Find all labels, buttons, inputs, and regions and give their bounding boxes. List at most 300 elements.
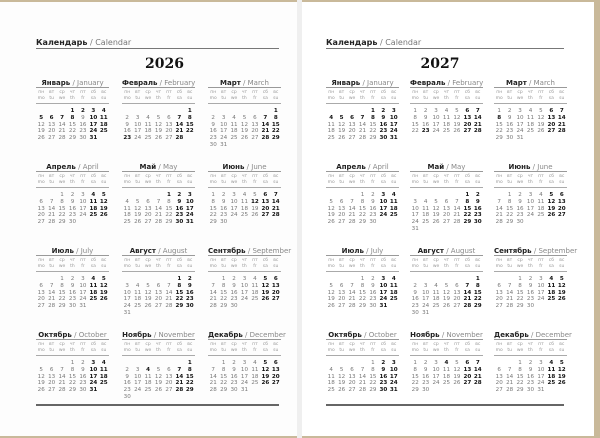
days-grid xyxy=(36,276,109,310)
day-cell: 22 xyxy=(506,212,514,219)
day-cell: 23 xyxy=(79,128,87,135)
day-cell: 20 xyxy=(453,296,461,303)
day-cell: 11 xyxy=(240,198,249,205)
weekday-row: пн вт ср чт пт сб вс xyxy=(210,90,279,95)
day-cell: 27 xyxy=(495,387,503,394)
day-cell: 20 xyxy=(442,212,451,219)
day-cell: 5 xyxy=(434,198,438,205)
day-cell: 7 xyxy=(497,198,501,205)
day-cell: 17 xyxy=(230,205,238,212)
day-cell: 23 xyxy=(209,135,217,142)
day-cell: 28 xyxy=(165,303,173,310)
day-cell: 26 xyxy=(144,303,152,310)
day-cell: 3 xyxy=(242,360,247,366)
day-cell: 5 xyxy=(101,276,106,282)
day-cell: 18 xyxy=(537,205,545,212)
day-cell: 12 xyxy=(338,373,346,380)
day-cell: 21 xyxy=(165,296,173,303)
day-cell: 7 xyxy=(167,282,171,289)
month-block xyxy=(410,330,483,414)
day-cell: 21 xyxy=(261,128,270,135)
day-cell: 14 xyxy=(557,114,566,121)
day-cell: 19 xyxy=(327,296,335,303)
day-cell: 12 xyxy=(144,289,152,296)
day-cell: 23 xyxy=(379,128,388,135)
day-cell: 10 xyxy=(379,282,388,289)
day-cell: 11 xyxy=(251,282,259,289)
day-cell: 17 xyxy=(379,289,388,296)
month-block xyxy=(36,78,109,162)
day-cell: 23 xyxy=(220,212,228,219)
day-cell: 22 xyxy=(495,128,503,135)
day-cell: 30 xyxy=(79,387,87,394)
day-cell: 12 xyxy=(453,366,461,373)
day-cell: 8 xyxy=(221,366,226,373)
weekday-row: mo tu we th fr sa su xyxy=(411,96,481,101)
day-cell: 30 xyxy=(230,387,238,394)
day-cell: 1 xyxy=(518,360,522,366)
day-cell: 13 xyxy=(338,289,346,296)
day-cell: 10 xyxy=(526,198,535,205)
day-cell: 14 xyxy=(495,205,503,212)
day-cell: 1 xyxy=(60,276,64,282)
day-cell: 22 xyxy=(463,212,472,219)
month-block xyxy=(122,162,195,246)
day-cell: 13 xyxy=(37,289,45,296)
day-cell: 10 xyxy=(422,289,430,296)
day-cell: 11 xyxy=(389,198,398,205)
day-cell: 25 xyxy=(389,212,398,219)
day-cell: 6 xyxy=(39,282,43,289)
day-cell: 12 xyxy=(442,289,451,296)
weekday-rule xyxy=(410,271,483,272)
day-cell: 25 xyxy=(422,219,430,226)
day-cell: 3 xyxy=(391,360,396,366)
day-cell: 11 xyxy=(442,366,451,373)
day-cell: 5 xyxy=(39,366,43,373)
day-cell: 30 xyxy=(379,135,388,142)
day-cell: 18 xyxy=(251,289,259,296)
day-cell: 11 xyxy=(99,366,108,373)
day-cell: 21 xyxy=(506,296,514,303)
weekday-rule xyxy=(122,271,195,272)
day-cell: 28 xyxy=(209,387,217,394)
month-title: Май / May xyxy=(122,162,195,172)
day-cell: 15 xyxy=(358,205,367,212)
day-cell: 9 xyxy=(81,114,85,121)
day-cell: 13 xyxy=(261,198,270,205)
day-cell: 3 xyxy=(528,192,533,198)
day-cell: 21 xyxy=(473,373,482,380)
day-cell: 17 xyxy=(432,121,440,128)
day-cell: 18 xyxy=(99,373,108,380)
day-cell: 10 xyxy=(185,198,194,205)
section-title: Календарь / Calendar xyxy=(36,38,132,47)
day-cell: 13 xyxy=(37,205,45,212)
day-cell: 4 xyxy=(242,192,247,198)
day-cell: 17 xyxy=(537,289,545,296)
day-cell: 19 xyxy=(37,128,45,135)
day-cell: 3 xyxy=(413,198,417,205)
weekday-rule xyxy=(208,355,281,356)
day-cell: 17 xyxy=(240,373,249,380)
month-block xyxy=(494,330,572,414)
day-cell: 26 xyxy=(37,135,45,142)
day-cell: 21 xyxy=(154,212,163,219)
day-cell: 21 xyxy=(58,380,66,387)
day-cell: 19 xyxy=(338,380,346,387)
day-cell: 27 xyxy=(261,212,270,219)
weekday-row: mo tu we th fr sa su xyxy=(209,180,279,185)
day-cell: 8 xyxy=(60,198,64,205)
day-cell: 7 xyxy=(360,366,365,373)
day-cell: 14 xyxy=(506,289,514,296)
day-cell: 9 xyxy=(413,289,417,296)
day-cell: 17 xyxy=(79,289,87,296)
day-cell: 3 xyxy=(381,276,386,282)
day-cell: 22 xyxy=(411,128,419,135)
day-cell: 10 xyxy=(389,114,398,121)
day-cell: 22 xyxy=(369,380,377,387)
day-cell: 10 xyxy=(89,114,98,121)
day-cell: 25 xyxy=(89,212,98,219)
day-cell: 1 xyxy=(370,108,375,114)
day-cell: 11 xyxy=(89,282,98,289)
day-cell: 2 xyxy=(381,108,386,114)
day-cell: 20 xyxy=(463,373,472,380)
weekday-rule xyxy=(122,103,195,104)
day-cell: 1 xyxy=(177,276,182,282)
day-cell: 17 xyxy=(389,373,398,380)
month-title: Июнь / June xyxy=(494,162,567,172)
weekday-row: mo tu we th fr sa su xyxy=(37,264,107,269)
month-title: Январь / January xyxy=(36,78,109,88)
day-cell: 12 xyxy=(134,205,142,212)
day-cell: 19 xyxy=(144,296,152,303)
day-cell: 2 xyxy=(81,360,85,366)
day-cell: 5 xyxy=(135,198,140,205)
day-cell: 20 xyxy=(261,205,270,212)
day-cell: 30 xyxy=(79,135,87,142)
weekday-row: пн вт ср чт пт сб вс xyxy=(412,258,481,263)
day-cell: 12 xyxy=(453,114,461,121)
day-cell: 11 xyxy=(432,289,440,296)
day-cell: 23 xyxy=(79,380,87,387)
day-cell: 13 xyxy=(251,121,259,128)
day-cell: 19 xyxy=(537,121,545,128)
day-cell: 24 xyxy=(134,387,142,394)
month-block xyxy=(410,162,483,246)
day-cell: 8 xyxy=(518,282,522,289)
day-cell: 9 xyxy=(70,198,75,205)
day-cell: 7 xyxy=(60,114,65,121)
day-cell: 4 xyxy=(434,282,438,289)
day-cell: 18 xyxy=(432,296,440,303)
day-cell: 11 xyxy=(442,114,451,121)
month-title: Май / May xyxy=(410,162,483,172)
day-cell: 19 xyxy=(99,289,108,296)
day-cell: 2 xyxy=(381,360,386,366)
day-cell: 28 xyxy=(58,135,66,142)
day-cell: 13 xyxy=(557,198,566,205)
day-cell: 29 xyxy=(516,387,524,394)
day-cell: 11 xyxy=(547,282,556,289)
month-block xyxy=(494,162,567,246)
day-cell: 8 xyxy=(475,282,480,289)
day-cell: 28 xyxy=(453,219,461,226)
day-cell: 18 xyxy=(144,128,152,135)
day-cell: 27 xyxy=(144,219,152,226)
day-cell: 4 xyxy=(549,276,554,282)
weekday-row: пн вт ср чт пт сб вс xyxy=(38,90,107,95)
weekday-rule xyxy=(326,271,399,272)
day-cell: 1 xyxy=(371,360,375,366)
day-cell: 1 xyxy=(360,192,365,198)
day-cell: 22 xyxy=(175,296,184,303)
day-cell: 29 xyxy=(358,303,367,310)
month-block xyxy=(36,246,109,330)
day-cell: 29 xyxy=(68,135,77,142)
day-cell: 14 xyxy=(209,289,217,296)
month-block xyxy=(326,162,399,246)
day-cell: 26 xyxy=(442,303,451,310)
day-cell: 3 xyxy=(539,360,543,366)
day-cell: 11 xyxy=(327,373,335,380)
day-cell: 27 xyxy=(37,303,45,310)
day-cell: 25 xyxy=(144,135,152,142)
day-cell: 11 xyxy=(134,289,142,296)
day-cell: 26 xyxy=(37,387,45,394)
weekday-rule xyxy=(122,355,195,356)
day-cell: 22 xyxy=(185,380,194,387)
day-cell: 9 xyxy=(371,198,375,205)
day-cell: 6 xyxy=(465,108,470,114)
day-cell: 10 xyxy=(432,366,440,373)
day-cell: 4 xyxy=(423,198,428,205)
day-cell: 19 xyxy=(453,373,461,380)
day-cell: 8 xyxy=(221,282,226,289)
day-cell: 23 xyxy=(230,380,238,387)
day-cell: 27 xyxy=(48,135,56,142)
day-cell: 7 xyxy=(507,366,512,373)
day-cell: 27 xyxy=(348,135,356,142)
day-cell: 29 xyxy=(473,303,482,310)
day-cell: 13 xyxy=(547,114,556,121)
day-cell: 1 xyxy=(187,360,192,366)
day-cell: 27 xyxy=(463,128,472,135)
days-grid xyxy=(410,276,483,317)
day-cell: 7 xyxy=(156,198,161,205)
day-cell: 2 xyxy=(232,360,236,366)
day-cell: 26 xyxy=(338,135,346,142)
day-cell: 12 xyxy=(557,366,566,373)
day-cell: 4 xyxy=(549,360,554,366)
weekday-row: mo tu we th fr sa su xyxy=(123,180,193,185)
day-cell: 14 xyxy=(271,198,280,205)
day-cell: 11 xyxy=(389,282,398,289)
day-cell: 27 xyxy=(442,219,451,226)
day-cell: 30 xyxy=(506,135,514,142)
day-cell: 20 xyxy=(338,296,346,303)
day-cell: 14 xyxy=(58,121,66,128)
day-cell: 1 xyxy=(465,192,470,198)
day-cell: 10 xyxy=(230,198,238,205)
day-cell: 5 xyxy=(101,192,106,198)
day-cell: 29 xyxy=(495,135,503,142)
day-cell: 22 xyxy=(68,380,77,387)
day-cell: 17 xyxy=(389,121,398,128)
month-title: Октябрь / October xyxy=(36,330,109,340)
day-cell: 23 xyxy=(68,212,77,219)
day-cell: 7 xyxy=(559,108,564,114)
day-cell: 9 xyxy=(70,282,75,289)
day-cell: 9 xyxy=(423,366,428,373)
day-cell: 23 xyxy=(230,296,238,303)
day-cell: 19 xyxy=(261,289,270,296)
day-cell: 31 xyxy=(123,309,131,316)
day-cell: 2 xyxy=(125,114,129,121)
day-cell: 3 xyxy=(391,108,396,114)
day-cell: 30 xyxy=(123,393,131,400)
day-cell: 31 xyxy=(240,387,249,394)
month-block xyxy=(36,162,109,246)
day-cell: 13 xyxy=(48,373,56,380)
day-cell: 30 xyxy=(422,387,430,394)
day-cell: 19 xyxy=(547,205,556,212)
day-cell: 17 xyxy=(516,121,524,128)
day-cell: 13 xyxy=(271,282,280,289)
day-cell: 1 xyxy=(497,108,501,114)
day-cell: 18 xyxy=(442,373,451,380)
weekday-row: mo tu we th fr sa su xyxy=(495,180,565,185)
day-cell: 7 xyxy=(211,366,215,373)
weekday-row: пн вт ср чт пт сб вс xyxy=(210,258,279,263)
days-grid xyxy=(122,360,195,401)
day-cell: 29 xyxy=(220,387,228,394)
day-cell: 4 xyxy=(101,360,106,366)
day-cell: 4 xyxy=(329,366,333,373)
day-cell: 21 xyxy=(506,380,514,387)
day-cell: 3 xyxy=(434,108,438,114)
day-cell: 22 xyxy=(358,296,367,303)
day-cell: 15 xyxy=(165,205,173,212)
day-cell: 31 xyxy=(411,225,419,232)
day-cell: 18 xyxy=(442,121,451,128)
day-cell: 12 xyxy=(261,366,270,373)
days-grid xyxy=(410,360,483,394)
day-cell: 17 xyxy=(526,205,535,212)
day-cell: 5 xyxy=(455,360,459,366)
day-cell: 18 xyxy=(230,128,238,135)
day-cell: 13 xyxy=(495,373,503,380)
weekday-row: пн вт ср чт пт сб вс xyxy=(124,258,193,263)
day-cell: 17 xyxy=(220,128,228,135)
day-cell: 27 xyxy=(48,387,56,394)
weekday-rule xyxy=(494,355,567,356)
month-title: Июль / July xyxy=(36,246,109,256)
day-cell: 2 xyxy=(177,192,182,198)
day-cell: 9 xyxy=(177,198,182,205)
day-cell: 19 xyxy=(99,205,108,212)
day-cell: 25 xyxy=(99,380,108,387)
day-cell: 20 xyxy=(165,128,173,135)
weekday-row: mo tu we th fr sa su xyxy=(327,348,397,353)
day-cell: 27 xyxy=(557,212,566,219)
day-cell: 22 xyxy=(185,128,194,135)
day-cell: 25 xyxy=(432,303,440,310)
day-cell: 30 xyxy=(369,303,377,310)
day-cell: 28 xyxy=(209,303,217,310)
day-cell: 19 xyxy=(557,373,566,380)
day-cell: 29 xyxy=(506,219,514,226)
day-cell: 24 xyxy=(537,380,545,387)
day-cell: 25 xyxy=(99,128,108,135)
day-cell: 26 xyxy=(251,212,259,219)
day-cell: 18 xyxy=(89,205,98,212)
day-cell: 20 xyxy=(348,380,356,387)
day-cell: 7 xyxy=(273,192,278,198)
days-grid xyxy=(208,192,281,226)
day-cell: 15 xyxy=(68,121,77,128)
day-cell: 13 xyxy=(463,114,472,121)
day-cell: 26 xyxy=(338,387,346,394)
day-cell: 6 xyxy=(465,360,470,366)
day-cell: 18 xyxy=(89,289,98,296)
day-cell: 8 xyxy=(413,366,417,373)
day-cell: 25 xyxy=(547,296,556,303)
month-title: Ноябрь / November xyxy=(410,331,483,339)
day-cell: 21 xyxy=(271,205,280,212)
day-cell: 20 xyxy=(495,296,503,303)
weekday-row: mo tu we th fr sa su xyxy=(495,264,565,269)
day-cell: 22 xyxy=(165,212,173,219)
day-cell: 6 xyxy=(156,282,161,289)
day-cell: 19 xyxy=(338,128,346,135)
month-block xyxy=(326,78,399,162)
day-cell: 3 xyxy=(434,360,438,366)
day-cell: 18 xyxy=(327,128,335,135)
day-cell: 12 xyxy=(37,121,45,128)
day-cell: 30 xyxy=(185,303,194,310)
day-cell: 24 xyxy=(123,303,131,310)
day-cell: 3 xyxy=(539,276,543,282)
day-cell: 19 xyxy=(154,380,163,387)
day-cell: 9 xyxy=(475,198,480,205)
month-title: Апрель / April xyxy=(36,162,109,172)
day-cell: 29 xyxy=(185,387,194,394)
day-cell: 10 xyxy=(537,366,545,373)
day-cell: 30 xyxy=(473,219,482,226)
day-cell: 17 xyxy=(134,128,142,135)
weekday-row: mo tu we th fr sa su xyxy=(209,96,279,101)
day-cell: 15 xyxy=(473,289,482,296)
day-cell: 13 xyxy=(165,373,173,380)
day-cell: 20 xyxy=(48,380,56,387)
day-cell: 12 xyxy=(557,282,566,289)
day-cell: 6 xyxy=(549,108,554,114)
day-cell: 5 xyxy=(242,114,247,121)
day-cell: 21 xyxy=(48,296,56,303)
day-cell: 6 xyxy=(49,366,54,373)
day-cell: 3 xyxy=(381,192,386,198)
day-cell: 2 xyxy=(507,108,512,114)
day-cell: 6 xyxy=(273,276,278,282)
day-cell: 20 xyxy=(271,373,280,380)
weekday-rule xyxy=(494,103,567,104)
day-cell: 13 xyxy=(338,205,346,212)
day-cell: 5 xyxy=(549,192,554,198)
day-cell: 25 xyxy=(251,380,259,387)
